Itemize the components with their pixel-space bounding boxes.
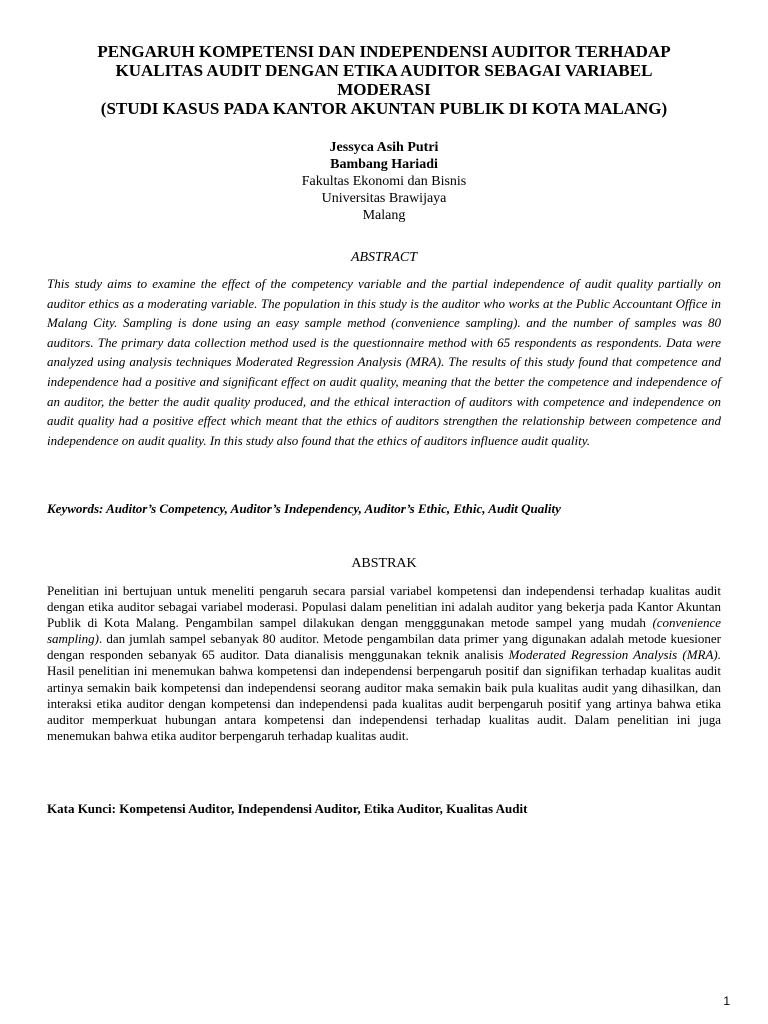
abstrak-heading: ABSTRAK <box>351 556 417 571</box>
abstract-heading: ABSTRACT <box>350 250 418 265</box>
abstrak-italic-2: Moderated Regression Analysis (MRA). <box>508 647 722 663</box>
abstrak-text-1: Penelitian ini bertujuan untuk meneliti pengaruh secara parsial variabel kompetensi dan independensi terhadap kualitas audit dengan etika auditor sebagai variabel moderasi. Populasi dalam penelitian ini adalah auditor yang bekerja pada Kantor Akuntan Publik di Kota Malang. Pengambilan sampel dilakukan dengan mengggunakan metode sampel yang mudah <box>47 583 721 631</box>
abstrak-text-3: Hasil penelitian ini menemukan bahwa kompetensi dan independensi berpengaruh positif dan signifikan terhadap kualitas audit artinya semakin baik kompetensi dan independensi seorang auditor maka semakin baik pula kualitas audit yang dihasilkan, dan interaksi etika auditor dengan kompetensi dan independensi pada kualitas audit berpengaruh positif yang artinya bahwa etika auditor memperkuat hubungan antara kompetensi dan independensi terhadap kualitas audit. Dalam penelitian ini juga menemukan bahwa etika auditor berpengaruh terhadap kualitas audit. <box>47 663 721 743</box>
title-line-2: KUALITAS AUDIT DENGAN ETIKA AUDITOR SEBAGAI VARIABEL <box>115 61 653 80</box>
title-line-4: (STUDI KASUS PADA KANTOR AKUNTAN PUBLIK DI KOTA MALANG) <box>100 99 668 118</box>
author-name-2: Bambang Hariadi <box>330 157 438 172</box>
abstrak-keywords: Kata Kunci: Kompetensi Auditor, Independensi Auditor, Etika Auditor, Kualitas Audit <box>47 801 528 816</box>
abstrak-body <box>47 583 721 744</box>
abstract-body: This study aims to examine the effect of the competency variable and the partial independence of audit quality partially on auditor ethics as a moderating variable. The population in this study is the auditor who works at the Public Accountant Office in Malang City. Sampling is done using an easy sample method (convenience sampling). and the number of samples was 80 auditors. The primary data collection method used is the questionnaire method with 65 respondents as respondents. Data were analyzed using analysis techniques Moderated Regression Analysis (MRA). The results of this study found that competence and independence had a positive and significant effect on audit quality, meaning that the better the competence and independence of an auditor, the better the audit quality produced, and the ethical interaction of auditors with competence and independence on audit quality had a positive effect which meant that the ethics of auditors strengthen the relationship between competence and independence on audit quality. In this study also found that the ethics of auditors influence audit quality. <box>47 276 721 448</box>
page-number: 1 <box>723 994 730 1008</box>
abstrak-italic-1: (convenience sampling) <box>47 615 721 647</box>
author-block <box>160 139 608 224</box>
paper-title <box>60 42 708 118</box>
affiliation-faculty: Fakultas Ekonomi dan Bisnis <box>301 174 467 189</box>
title-line-1: PENGARUH KOMPETENSI DAN INDEPENDENSI AUDITOR TERHADAP <box>97 42 671 61</box>
abstract-keywords: Keywords: Auditor’s Competency, Auditor’s Independency, Auditor’s Ethic, Ethic, Audit Quality <box>47 501 561 516</box>
affiliation-university: Universitas Brawijaya <box>321 191 447 206</box>
author-name-1: Jessyca Asih Putri <box>329 140 439 155</box>
abstrak-text-2: . dan jumlah sampel sebanyak 80 auditor. Metode pengambilan data primer yang digunakan adalah metode kuesioner dengan responden sebanyak 65 auditor. Data dianalisis menggunakan teknik analisis <box>47 631 721 663</box>
title-line-3: MODERASI <box>337 80 431 99</box>
affiliation-city: Malang <box>362 208 406 223</box>
